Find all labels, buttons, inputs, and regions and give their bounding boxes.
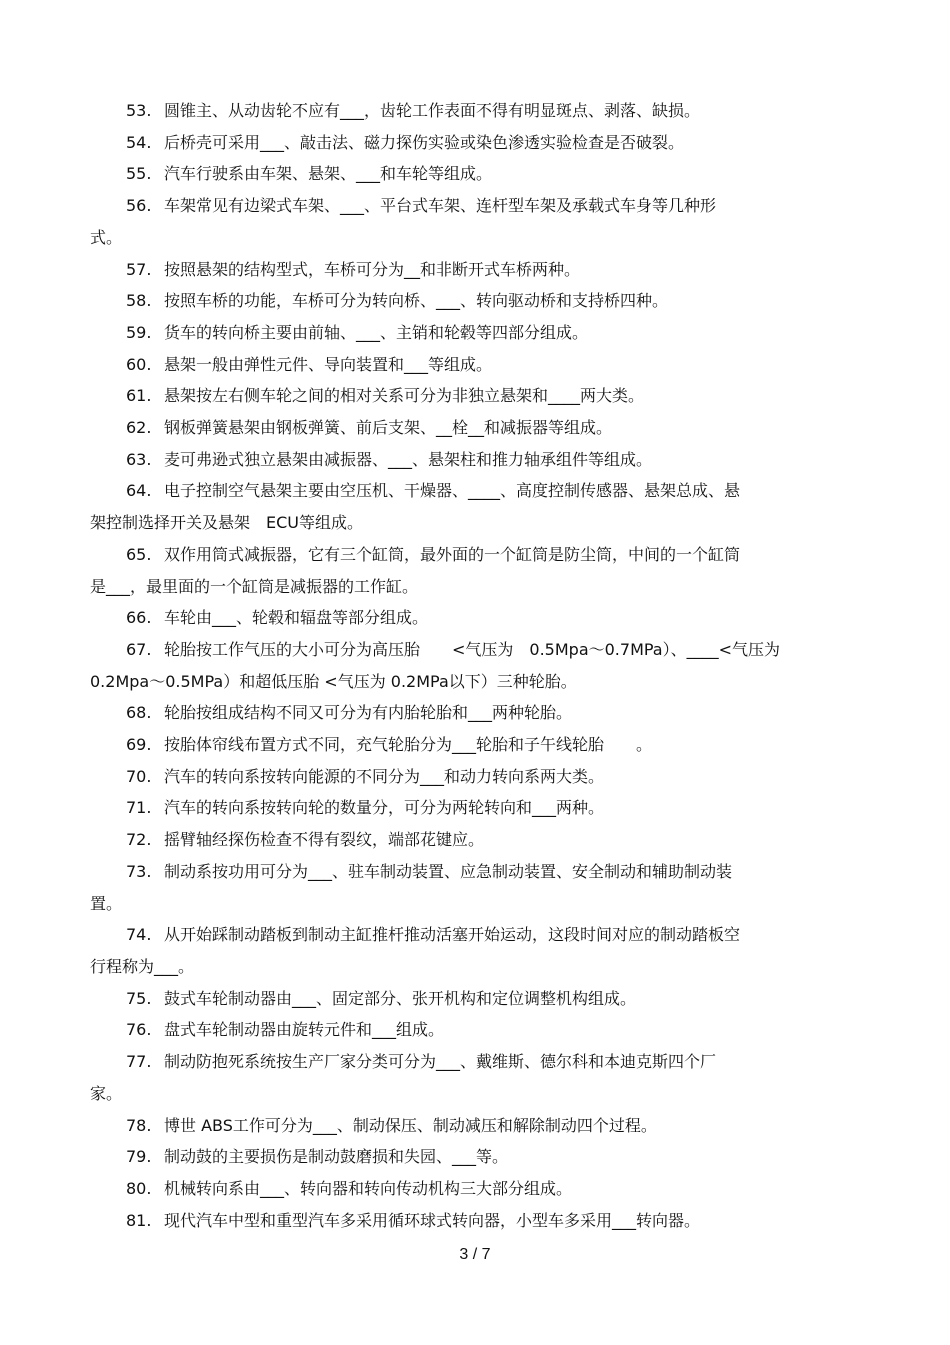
- question-item: [90, 380, 830, 412]
- question-number: 74.: [126, 925, 152, 945]
- question-text: 按照车桥的功能，车桥可分为转向桥、___、转向驱动桥和支持桥四种。: [164, 291, 669, 311]
- question-text: 钢板弹簧悬架由钢板弹簧、前后支架、__栓__和减振器等组成。: [164, 418, 613, 438]
- question-item: [90, 919, 830, 982]
- question-number: 61.: [126, 386, 152, 406]
- question-item: [90, 697, 830, 729]
- question-text: 摇臂轴经探伤检查不得有裂纹，端部花键应。: [164, 830, 485, 850]
- question-text: 按照悬架的结构型式，车桥可分为__和非断开式车桥两种。: [164, 259, 581, 279]
- question-number: 65.: [126, 544, 152, 564]
- question-item: [90, 158, 830, 190]
- question-number: 63.: [126, 449, 152, 469]
- question-text: 机械转向系由___、转向器和转向传动机构三大部分组成。: [164, 1178, 573, 1198]
- question-text: 轮胎按工作气压的大小可分为高压胎 <气压为 0.5Mpa～0.7MPa）、____<气压为: [164, 639, 781, 659]
- question-text: 轮胎按组成结构不同又可分为有内胎轮胎和___两种轮胎。: [164, 703, 573, 723]
- question-item: [90, 412, 830, 444]
- question-item: [90, 317, 830, 349]
- question-text: 麦可弗逊式独立悬架由减振器、___、悬架柱和推力轴承组件等组成。: [164, 449, 653, 469]
- question-number: 55.: [126, 164, 152, 184]
- page-number: 3 / 7: [459, 1246, 491, 1263]
- question-text: 盘式车轮制动器由旋转元件和___组成。: [164, 1020, 445, 1040]
- question-number: 67.: [126, 639, 152, 659]
- question-number: 72.: [126, 830, 152, 850]
- question-item: [90, 1046, 830, 1109]
- question-text-continued: 0.2Mpa～0.5MPa）和超低压胎 <气压为 0.2MPa以下）三种轮胎。: [90, 671, 577, 691]
- question-item: [90, 190, 830, 253]
- question-number: 69.: [126, 735, 152, 755]
- question-item: [90, 602, 830, 634]
- question-item: [90, 444, 830, 476]
- question-number: 73.: [126, 861, 152, 881]
- question-item: [90, 349, 830, 381]
- question-number: 60.: [126, 354, 152, 374]
- question-text: 后桥壳可采用___、敲击法、磁力探伤实验或染色渗透实验检查是否破裂。: [164, 132, 685, 152]
- question-item: [90, 254, 830, 286]
- question-text: 按胎体帘线布置方式不同，充气轮胎分为___轮胎和子午线轮胎 。: [164, 735, 653, 755]
- question-item: [90, 983, 830, 1015]
- question-text: 制动鼓的主要损伤是制动鼓磨损和失园、___等。: [164, 1147, 509, 1167]
- question-number: 81.: [126, 1210, 152, 1230]
- question-item: [90, 285, 830, 317]
- question-text: 双作用筒式减振器，它有三个缸筒，最外面的一个缸筒是防尘筒，中间的一个缸筒: [164, 544, 741, 564]
- question-text: 从开始踩制动踏板到制动主缸推杆推动活塞开始运动，这段时间对应的制动踏板空: [164, 925, 741, 945]
- question-text-continued: 架控制选择开关及悬架 ECU等组成。: [90, 513, 363, 533]
- question-item: [90, 1205, 830, 1237]
- question-number: 57.: [126, 259, 152, 279]
- question-number: 79.: [126, 1147, 152, 1167]
- question-number: 75.: [126, 988, 152, 1008]
- question-number: 68.: [126, 703, 152, 723]
- question-number: 70.: [126, 766, 152, 786]
- question-item: [90, 1014, 830, 1046]
- question-number: 64.: [126, 481, 152, 501]
- question-number: 76.: [126, 1020, 152, 1040]
- question-number: 71.: [126, 798, 152, 818]
- question-number: 78.: [126, 1115, 152, 1135]
- question-text: 悬架按左右侧车轮之间的相对关系可分为非独立悬架和____两大类。: [164, 386, 645, 406]
- question-text-continued: 行程称为___。: [90, 956, 195, 976]
- question-text: 车轮由___、轮毂和辐盘等部分组成。: [164, 608, 429, 628]
- question-number: 80.: [126, 1178, 152, 1198]
- question-text: 汽车的转向系按转向轮的数量分，可分为两轮转向和___两种。: [164, 798, 605, 818]
- question-number: 58.: [126, 291, 152, 311]
- question-number: 53.: [126, 101, 152, 120]
- question-number: 56.: [126, 196, 152, 216]
- question-text: 悬架一般由弹性元件、导向装置和___等组成。: [164, 354, 493, 374]
- question-item: [90, 539, 830, 602]
- question-text: 车架常见有边梁式车架、___、平台式车架、连杆型车架及承载式车身等几种形: [164, 196, 717, 216]
- question-item: [90, 1173, 830, 1205]
- question-text: 鼓式车轮制动器由___、固定部分、张开机构和定位调整机构组成。: [164, 988, 637, 1008]
- question-text: 博世 ABS工作可分为___、制动保压、制动减压和解除制动四个过程。: [164, 1115, 657, 1135]
- question-text-continued: 式。: [90, 227, 123, 247]
- question-item: [90, 856, 830, 919]
- question-item: [90, 729, 830, 761]
- question-number: 77.: [126, 1052, 152, 1072]
- question-number: 59.: [126, 322, 152, 342]
- question-item: [90, 792, 830, 824]
- question-text: 圆锥主、从动齿轮不应有___，齿轮工作表面不得有明显斑点、剥落、缺损。: [164, 101, 701, 120]
- question-list: [90, 95, 830, 1236]
- question-text: 汽车的转向系按转向能源的不同分为___和动力转向系两大类。: [164, 766, 605, 786]
- question-text: 汽车行驶系由车架、悬架、___和车轮等组成。: [164, 164, 493, 184]
- question-text: 货车的转向桥主要由前轴、___、主销和轮毂等四部分组成。: [164, 322, 589, 342]
- question-number: 66.: [126, 608, 152, 628]
- question-item: [90, 634, 830, 697]
- question-text: 电子控制空气悬架主要由空压机、干燥器、____、高度控制传感器、悬架总成、悬: [164, 481, 741, 501]
- question-item: [90, 824, 830, 856]
- question-item: [90, 475, 830, 538]
- question-text-continued: 家。: [90, 1083, 123, 1103]
- question-text-continued: 是___，最里面的一个缸筒是减振器的工作缸。: [90, 576, 419, 596]
- question-item: [90, 95, 830, 127]
- question-item: [90, 127, 830, 159]
- question-text-continued: 置。: [90, 893, 123, 913]
- question-text: 制动系按功用可分为___、驻车制动装置、应急制动装置、安全制动和辅助制动装: [164, 861, 733, 881]
- question-text: 制动防抱死系统按生产厂家分类可分为___、戴维斯、德尔科和本迪克斯四个厂: [164, 1052, 717, 1072]
- question-item: [90, 1141, 830, 1173]
- question-number: 62.: [126, 418, 152, 438]
- question-number: 54.: [126, 132, 152, 152]
- question-item: [90, 1110, 830, 1142]
- question-item: [90, 761, 830, 793]
- question-text: 现代汽车中型和重型汽车多采用循环球式转向器，小型车多采用___转向器。: [164, 1210, 701, 1230]
